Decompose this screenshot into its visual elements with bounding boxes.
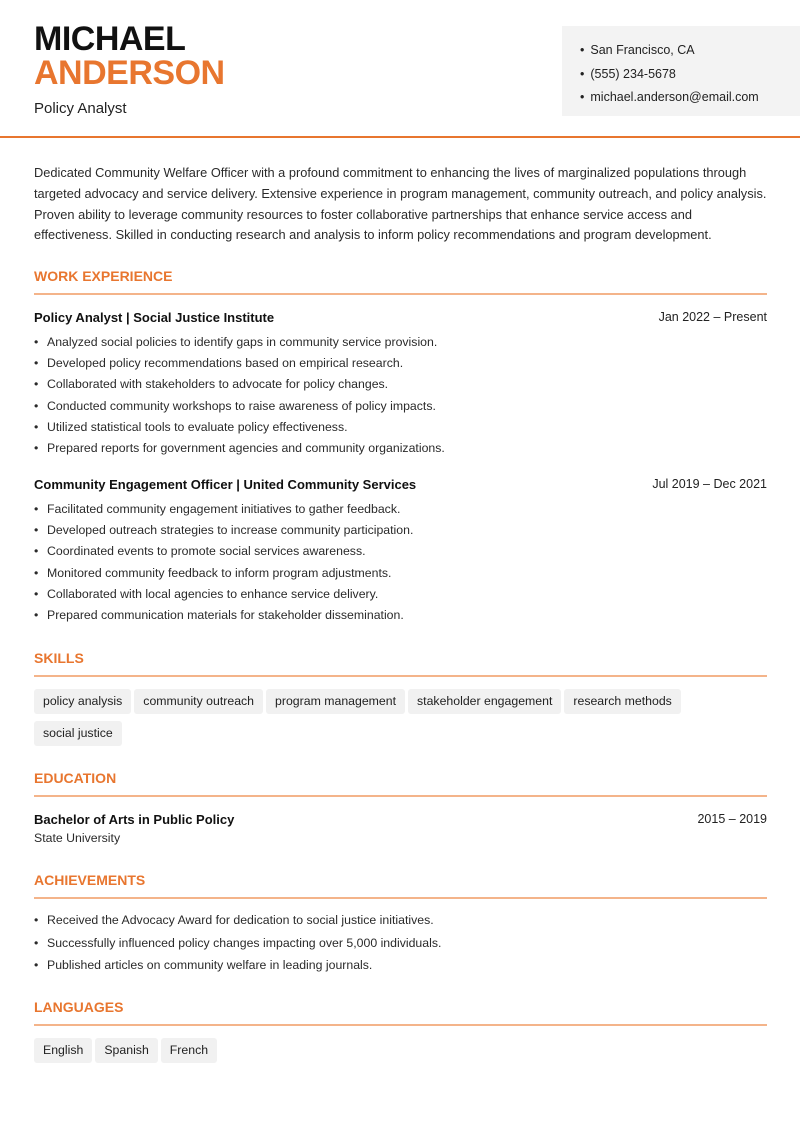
degree-title: Bachelor of Arts in Public Policy [34,812,235,827]
list-item: • Coordinated events to promote social services awareness. [34,541,734,562]
list-item: • Facilitated community engagement initiatives to gather feedback. [34,499,734,520]
list-item: • Prepared reports for government agencies and community organizations. [34,438,734,459]
job-title: Community Engagement Officer | United Community Services [34,477,417,492]
section-divider [34,795,767,797]
contact-box [562,26,800,116]
language-chip: French [161,1038,217,1063]
languages-list [34,1038,774,1070]
job-title: Policy Analyst | Social Justice Institute [34,310,275,325]
skill-chip: policy analysis [34,689,131,714]
list-item: • Prepared communication materials for stakeholder dissemination. [34,605,734,626]
skill-chip: stakeholder engagement [408,689,561,714]
list-item: • Analyzed social policies to identify gaps in community service provision. [34,332,734,353]
list-item: • Published articles on community welfare in leading journals. [34,954,734,977]
job-bullets [34,499,734,626]
education-dates: 2015 – 2019 [697,812,767,826]
section-title-languages: LANGUAGES [34,999,124,1015]
school-name: State University [34,831,121,845]
achievements-list [34,909,734,977]
list-item: • Collaborated with local agencies to enhance service delivery. [34,584,734,605]
section-title-work: WORK EXPERIENCE [34,268,173,284]
section-title-education: EDUCATION [34,770,117,786]
resume-header [0,0,800,138]
list-item: • Developed outreach strategies to increase community participation. [34,520,734,541]
list-item: • Developed policy recommendations based on empirical research. [34,353,734,374]
skills-list [34,689,774,753]
section-title-achievements: ACHIEVEMENTS [34,872,146,888]
section-divider [34,897,767,899]
skill-chip: program management [266,689,405,714]
list-item: • Collaborated with stakeholders to advocate for policy changes. [34,374,734,395]
job-dates: Jul 2019 – Dec 2021 [652,477,767,491]
skill-chip: research methods [564,689,680,714]
skill-chip: community outreach [134,689,263,714]
list-item: • Conducted community workshops to raise awareness of policy impacts. [34,396,734,417]
list-item: • Utilized statistical tools to evaluate policy effectiveness. [34,417,734,438]
contact-email[interactable]: • michael.anderson@email.com [580,86,800,110]
list-item: • Received the Advocacy Award for dedication to social justice initiatives. [34,909,734,932]
section-divider [34,1024,767,1026]
section-divider [34,675,767,677]
section-divider [34,293,767,295]
job-headline: Policy Analyst [34,100,127,117]
list-item: • Monitored community feedback to inform program adjustments. [34,563,734,584]
first-name: MICHAEL [34,20,186,58]
contact-phone: • (555) 234-5678 [580,63,800,87]
list-item: • Successfully influenced policy changes impacting over 5,000 individuals. [34,932,734,955]
contact-location: • San Francisco, CA [580,39,800,63]
last-name: ANDERSON [34,54,225,92]
professional-summary: Dedicated Community Welfare Officer with a profound commitment to enhancing the lives of marginalized populations through targeted advocacy and service delivery. Extensive experience in program management, community outreach, and policy analysis. Proven ability to leverage community resources to foster collaborative partnerships that enhance service access and effectiveness. Skilled in conducting research and analysis to inform policy recommendations and program development. [34,165,767,243]
candidate-name [34,22,225,90]
language-chip: Spanish [95,1038,157,1063]
section-title-skills: SKILLS [34,650,84,666]
job-bullets [34,332,734,459]
job-dates: Jan 2022 – Present [658,310,767,324]
language-chip: English [34,1038,92,1063]
skill-chip: social justice [34,721,122,746]
